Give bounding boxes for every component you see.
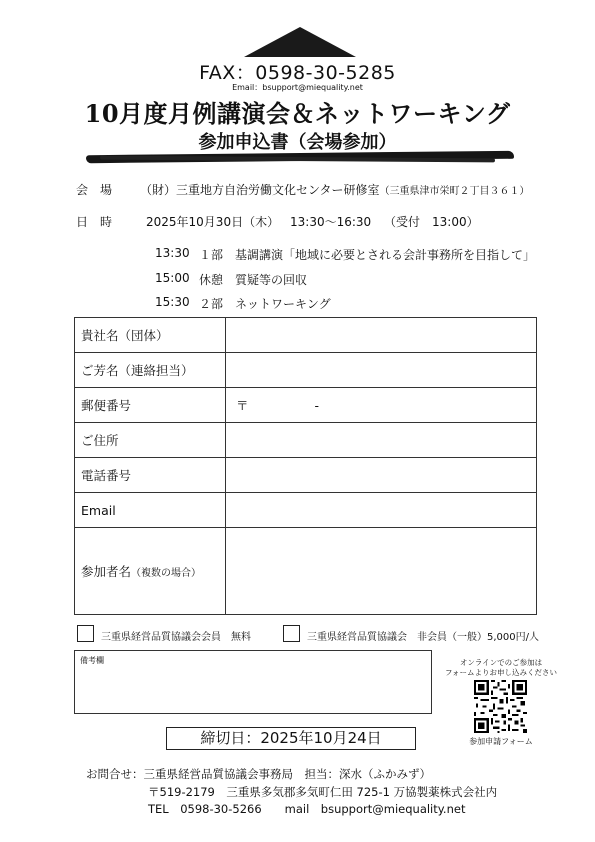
schedule-text-2: 休憩 質疑等の回収 <box>199 273 308 287</box>
contact-line-1: お問合せ：三重県経営品質協議会事務局 担当：深水（ふかみず） <box>86 767 431 781</box>
contact-name-field[interactable] <box>226 353 537 388</box>
participants-label-text: 参加者名 <box>81 564 132 579</box>
contact-name-label: ご芳名（連絡担当） <box>75 353 226 388</box>
schedule-text-1: １部 基調講演「地域に必要とされる会計事務所を目指して」 <box>199 248 536 262</box>
contact-line-2: 〒519-2179 三重県多気郡多気町仁田 725-1 万協製薬株式会社内 <box>148 785 498 799</box>
nonmember-checkbox-label: 三重県経営品質協議会 非会員（一般）5,000円/人 <box>307 632 539 643</box>
participants-field[interactable] <box>226 528 537 615</box>
event-date: 2025年10月30日（木） <box>146 215 280 229</box>
form-row-name <box>75 353 537 388</box>
deadline-box: 締切日：2025年10月24日 <box>166 727 416 750</box>
member-checkbox-label: 三重県経営品質協議会会員 無料 <box>101 632 251 643</box>
schedule-time-3: 15:30 <box>155 295 190 309</box>
header-email: Email：bsupport@miequality.net <box>232 83 363 92</box>
member-checkbox[interactable] <box>77 625 94 642</box>
address-label: ご住所 <box>75 423 226 458</box>
venue-line <box>140 181 530 198</box>
phone-field[interactable] <box>226 458 537 493</box>
nonmember-checkbox[interactable] <box>283 625 300 642</box>
form-row-address <box>75 423 537 458</box>
application-form-table <box>74 317 537 615</box>
venue-label: 会 場 <box>76 183 113 197</box>
qr-caption-1: オンラインでのご参加は <box>459 658 543 667</box>
schedule-text-3: ２部 ネットワーキング <box>199 297 331 311</box>
participants-note: （複数の場合） <box>131 568 202 579</box>
postal-code-label: 郵便番号 <box>75 388 226 423</box>
postal-dash: - <box>314 398 320 413</box>
email-label: Email <box>75 493 226 528</box>
page-title: 10月度月例講演会＆ネットワーキング <box>84 99 511 128</box>
form-row-participants <box>75 528 537 615</box>
venue-name: （財）三重地方自治労働文化センター研修室 <box>140 183 380 197</box>
notes-label: 備考欄 <box>80 656 104 665</box>
date-label: 日 時 <box>76 215 113 229</box>
fax-number: FAX：0598-30-5285 <box>199 62 396 84</box>
company-field[interactable] <box>226 318 537 353</box>
participants-label <box>75 528 226 615</box>
notes-box[interactable] <box>74 650 432 714</box>
phone-label: 電話番号 <box>75 458 226 493</box>
qr-code-icon[interactable] <box>474 680 527 733</box>
qr-form-label: 参加申請フォーム <box>469 737 533 746</box>
form-row-phone <box>75 458 537 493</box>
qr-caption-2: フォームよりお申し込みください <box>444 668 558 677</box>
reception-time: （受付 13:00） <box>384 215 479 229</box>
event-time: 13:30～16:30 <box>290 215 372 229</box>
company-label: 貴社名（団体） <box>75 318 226 353</box>
header-triangle <box>244 27 356 57</box>
schedule-time-1: 13:30 <box>155 246 190 260</box>
email-field[interactable] <box>226 493 537 528</box>
schedule-time-2: 15:00 <box>155 271 190 285</box>
form-row-email <box>75 493 537 528</box>
form-row-company <box>75 318 537 353</box>
venue-address: （三重県津市栄町２丁目３６１） <box>379 186 530 197</box>
postal-mark: 〒 <box>236 398 249 413</box>
page-subtitle: 参加申込書（会場参加） <box>198 132 397 153</box>
address-field[interactable] <box>226 423 537 458</box>
contact-line-3: TEL 0598-30-5266 mail bsupport@miequality.net <box>148 802 466 816</box>
form-row-postal <box>75 388 537 423</box>
postal-code-field[interactable] <box>226 388 537 423</box>
